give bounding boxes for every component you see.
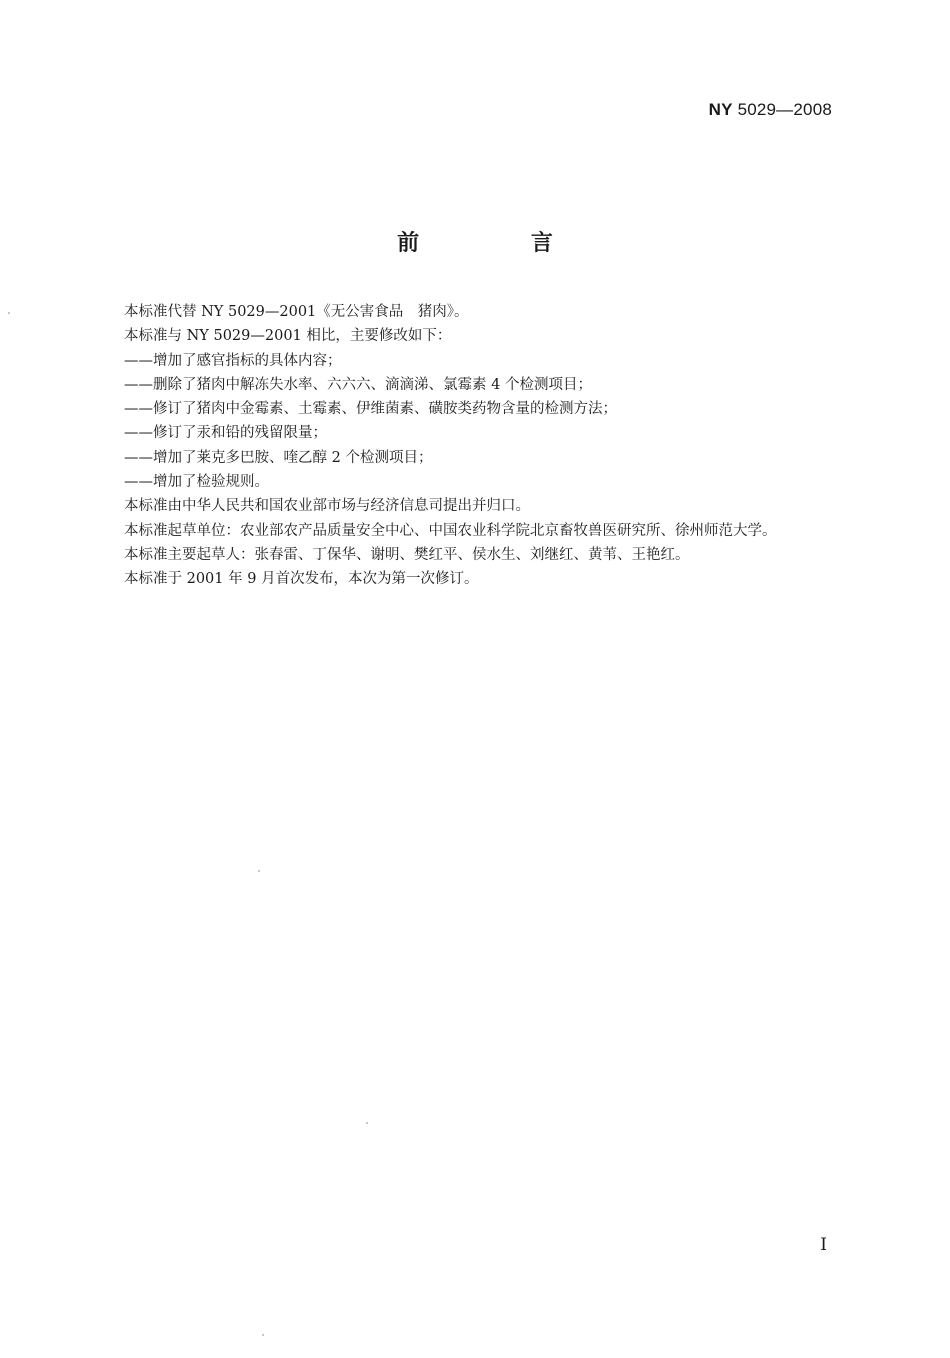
paragraph-proposer: 本标准由中华人民共和国农业部市场与经济信息司提出并归口。	[124, 498, 530, 515]
scan-speck	[8, 312, 10, 314]
change-item-added: ——增加了莱克多巴胺、喹乙醇 2 个检测项目；	[124, 449, 433, 466]
page-header	[709, 100, 832, 120]
paragraph-drafters: 本标准主要起草人：张春雷、丁保华、谢明、樊红平、侯水生、刘继红、黄苇、王艳红。	[124, 546, 690, 563]
document-title: 前 言	[397, 231, 605, 256]
scan-speck	[366, 1122, 368, 1124]
change-item-methods: ——修订了猪肉中金霉素、土霉素、伊维菌素、磺胺类药物含量的检测方法；	[124, 401, 617, 418]
paragraph-changes-intro: 本标准与 NY 5029—2001 相比，主要修改如下：	[124, 328, 452, 345]
change-item-sensory: ——增加了感官指标的具体内容；	[124, 352, 342, 369]
change-item-limits: ——修订了汞和铅的残留限量；	[124, 425, 327, 442]
change-item-deleted: ——删除了猪肉中解冻失水率、六六六、滴滴涕、氯霉素 4 个检测项目；	[124, 376, 592, 393]
change-item-rules: ——增加了检验规则。	[124, 474, 269, 491]
paragraph-history: 本标准于 2001 年 9 月首次发布，本次为第一次修订。	[124, 571, 479, 588]
page-number: I	[820, 1235, 827, 1255]
scan-speck	[258, 870, 260, 872]
standard-number: 5029—2008	[737, 100, 832, 119]
paragraph-drafting-units: 本标准起草单位：农业部农产品质量安全中心、中国农业科学院北京畜牧兽医研究所、徐州师范大学。	[124, 522, 777, 539]
paragraph-replaces: 本标准代替 NY 5029—2001《无公害食品 猪肉》。	[124, 304, 469, 320]
scan-speck	[262, 1334, 264, 1336]
foreword-body	[90, 300, 840, 592]
standard-prefix: NY	[708, 100, 733, 119]
